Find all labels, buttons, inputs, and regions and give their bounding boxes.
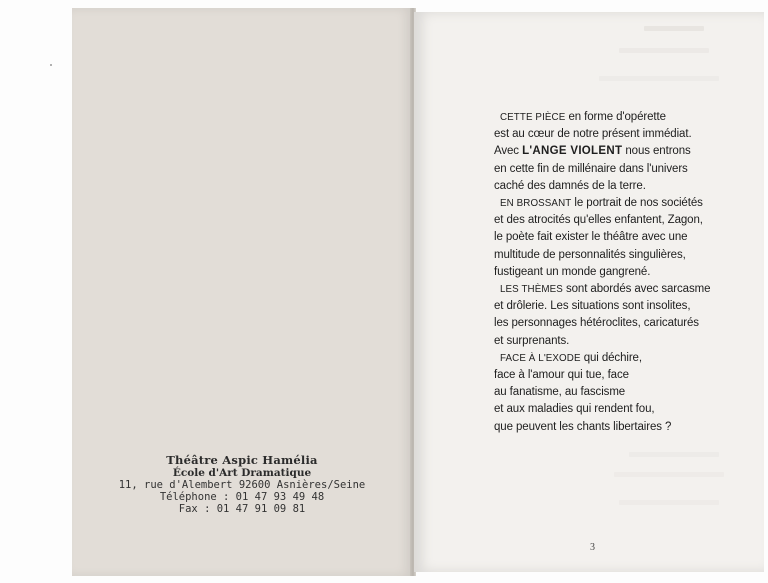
text-line: caché des damnés de la terre. — [494, 179, 646, 192]
text-fragment: le portrait de nos sociétés — [571, 197, 703, 210]
text-line: et aux maladies qui rendent fou, — [494, 403, 655, 416]
paragraph-lead: LES THÈMES — [500, 284, 563, 296]
text-line: multitude de personnalités singulières, — [494, 248, 686, 261]
text-line: les personnages hétéroclites, caricaturés — [494, 317, 699, 330]
text-line — [494, 350, 744, 367]
text-line: au fanatisme, au fascisme — [494, 386, 626, 399]
colophon — [72, 454, 412, 515]
text-line: fustigeant un monde gangrené. — [494, 265, 651, 278]
text-fragment: qui déchire, — [580, 351, 642, 364]
fax: Fax : 01 47 91 09 81 — [178, 503, 306, 515]
text-line — [494, 109, 744, 126]
show-through-mark — [629, 452, 719, 457]
theatre-name: Théâtre Aspic Hamélia — [166, 453, 318, 467]
telephone: Téléphone : 01 47 93 49 48 — [159, 491, 325, 503]
paragraph-lead: CETTE PIÈCE — [500, 112, 566, 123]
left-page — [72, 8, 412, 576]
text-line: et surprenants. — [494, 334, 570, 347]
address: 11, rue d'Alembert 92600 Asnières/Seine — [118, 479, 366, 491]
text-line: le poète fait exister le théâtre avec une — [494, 231, 688, 244]
text-line: et drôlerie. Les situations sont insolites, — [494, 300, 691, 313]
show-through-mark — [619, 48, 709, 53]
show-through-mark — [599, 76, 719, 81]
play-title: L'ANGE VIOLENT — [522, 145, 623, 158]
right-page — [414, 12, 764, 572]
text-line — [494, 143, 744, 160]
show-through-mark — [619, 500, 719, 505]
text-line: en cette fin de millénaire dans l'univers — [494, 162, 688, 175]
show-through-mark — [644, 26, 704, 31]
text-line — [494, 281, 744, 298]
text-line: et des atrocités qu'elles enfantent, Zagon, — [494, 214, 703, 227]
text-line: face à l'amour qui tue, face — [494, 369, 629, 382]
text-fragment: en forme d'opérette — [565, 111, 666, 123]
paragraph-lead: FACE À L'EXODE — [500, 352, 581, 364]
text-line: est au cœur de notre présent immédiat. — [494, 128, 692, 141]
text-line — [494, 195, 744, 212]
text-fragment: Avec — [494, 145, 523, 158]
show-through-mark — [614, 472, 724, 477]
body-text — [494, 109, 744, 436]
school-name: École d'Art Dramatique — [172, 467, 312, 479]
text-fragment: nous entrons — [622, 145, 691, 158]
text-line: que peuvent les chants libertaires ? — [494, 420, 672, 433]
scan-speck — [50, 64, 52, 66]
text-fragment: sont abordés avec sarcasme — [562, 283, 711, 296]
page-number: 3 — [590, 542, 595, 553]
paragraph-lead: EN BROSSANT — [500, 198, 572, 210]
